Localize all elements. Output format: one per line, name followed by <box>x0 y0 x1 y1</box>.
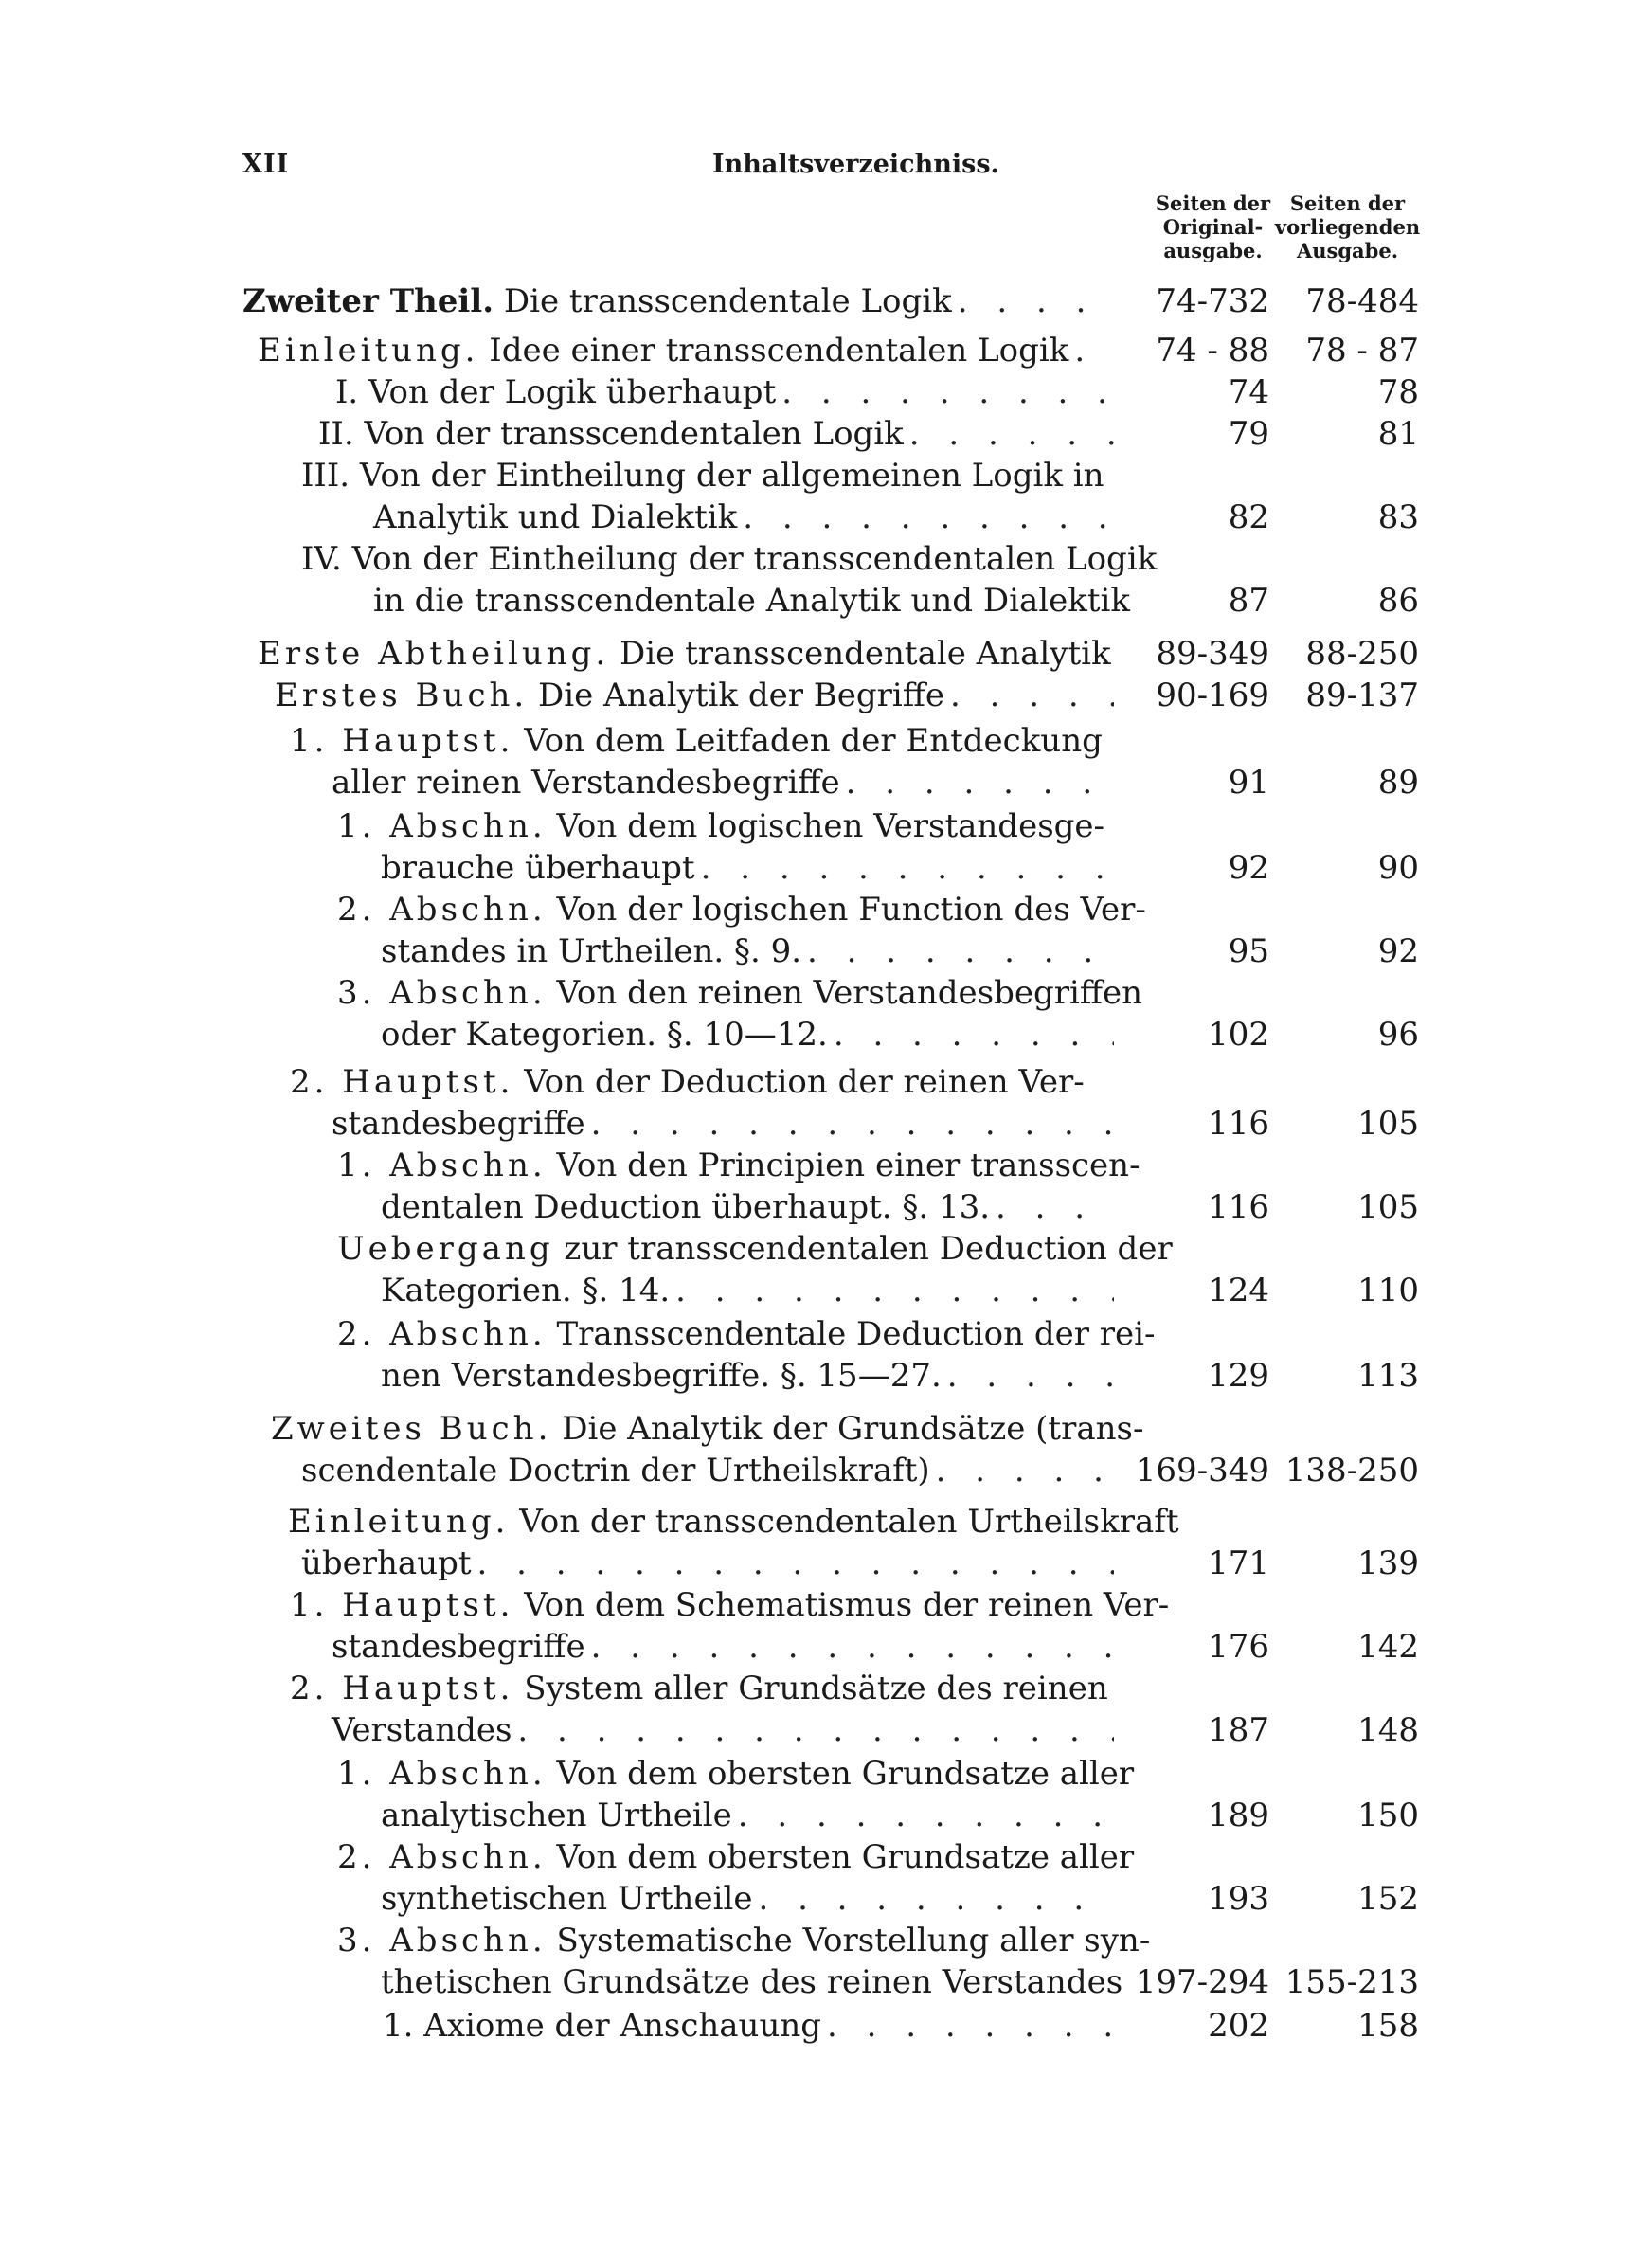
page-current: 105 <box>1357 1188 1419 1226</box>
entry-title-continued: brauche überhaupt <box>381 849 695 887</box>
entry-title-continued: standesbegriffe <box>332 1628 585 1666</box>
entry-prefix: 1. Hauptst. <box>290 722 514 760</box>
entry-prefix: 1. Abschn. <box>337 1755 547 1793</box>
page-current: 158 <box>1357 2007 1419 2045</box>
page-original: 116 <box>1208 1188 1269 1226</box>
entry-title: Von der transscendentalen Logik <box>353 415 904 453</box>
page-current: 148 <box>1357 1711 1419 1749</box>
page-original: 92 <box>1228 849 1269 887</box>
entry-title: Von der logischen Function des Ver- <box>546 891 1146 929</box>
page-original: 74 - 88 <box>1156 332 1269 370</box>
page-current: 81 <box>1377 415 1419 453</box>
entry-title: Von der Logik überhaupt <box>358 373 777 411</box>
page-original: 187 <box>1208 1711 1269 1749</box>
entry-prefix: 2. Hauptst. <box>290 1670 514 1707</box>
entry-title-continued: dentalen Deduction überhaupt. §. 13. <box>381 1188 991 1226</box>
page-original: 74-732 <box>1156 282 1269 320</box>
page-original: 197-294 <box>1135 1963 1269 2001</box>
entry-prefix: Einleitung. <box>258 332 479 370</box>
page-current: 155-213 <box>1284 1963 1419 2001</box>
page-current: 92 <box>1377 932 1419 970</box>
entry-prefix: 2. Abschn. <box>337 1838 547 1876</box>
page-current: 96 <box>1377 1016 1419 1054</box>
entry-prefix: Zweiter Theil. <box>242 282 494 320</box>
page-title: Inhaltsverzeichniss. <box>712 150 999 179</box>
entry-prefix: I. <box>335 373 359 411</box>
entry-title: Von der Deduction der reinen Ver- <box>513 1063 1085 1101</box>
page-original: 176 <box>1208 1628 1269 1666</box>
page-current: 78 <box>1377 373 1419 411</box>
entry-title-continued: in die transscendentale Analytik und Dialektik <box>373 582 1130 620</box>
page-original: 193 <box>1208 1880 1269 1918</box>
page-current: 78-484 <box>1305 282 1419 320</box>
entry-prefix: 2. Hauptst. <box>290 1063 514 1101</box>
page-original: 82 <box>1228 498 1269 536</box>
page-current: 113 <box>1357 1357 1419 1395</box>
entry-title: Von den reinen Verstandesbegriffen <box>546 974 1143 1012</box>
entry-prefix: 1. Abschn. <box>337 1147 547 1184</box>
page-original: 95 <box>1228 932 1269 970</box>
page-current: 110 <box>1357 1272 1419 1309</box>
entry-prefix: 3. Abschn. <box>337 1922 547 1959</box>
entry-title-continued: Verstandes <box>332 1711 512 1749</box>
entry-title-continued: scendentale Doctrin der Urtheilskraft) <box>301 1452 930 1490</box>
entry-title: Die Analytik der Grundsätze (trans- <box>551 1410 1144 1448</box>
entry-prefix: 1. Abschn. <box>337 807 547 845</box>
page-current: 138-250 <box>1284 1452 1419 1490</box>
page-original: 189 <box>1208 1797 1269 1834</box>
page-original: 129 <box>1208 1357 1269 1395</box>
page-current: 152 <box>1357 1880 1419 1918</box>
entry-title: Axiome der Anschauung <box>413 2007 822 2045</box>
entry-title: Die Analytik der Begriffe <box>528 677 945 714</box>
page-current: 142 <box>1357 1628 1419 1666</box>
entry-prefix: Einleitung. <box>288 1503 510 1541</box>
page-current: 150 <box>1357 1797 1419 1834</box>
page-original: 74 <box>1228 373 1269 411</box>
page-original: 124 <box>1208 1272 1269 1309</box>
page-current: 139 <box>1357 1544 1419 1582</box>
entry-title-continued: überhaupt <box>301 1544 472 1582</box>
entry-title: Idee einer transscendentalen Logik <box>478 332 1069 370</box>
entry-title: Die transscendentale Logik <box>494 282 952 320</box>
page-original: 171 <box>1208 1544 1269 1582</box>
page-current: 90 <box>1377 849 1419 887</box>
entry-title-continued: analytischen Urtheile <box>381 1797 732 1834</box>
page-original: 116 <box>1208 1105 1269 1143</box>
page-current: 86 <box>1377 582 1419 620</box>
entry-prefix: 2. Abschn. <box>337 891 547 929</box>
entry-title-continued: Analytik und Dialektik <box>373 498 738 536</box>
entry-title-continued: aller reinen Verstandesbegriffe <box>332 764 840 802</box>
entry-title: Von der Eintheilung der allgemeinen Logik in <box>350 457 1104 495</box>
entry-prefix: Uebergang <box>337 1230 554 1268</box>
entry-title: Von der transscendentalen Urtheilskraft <box>509 1503 1179 1541</box>
page-current: 78 - 87 <box>1305 332 1419 370</box>
entry-prefix: 3. Abschn. <box>337 974 547 1012</box>
entry-title: Von der Eintheilung der transscendentalen Logik <box>341 540 1158 578</box>
page-original: 202 <box>1208 2007 1269 2045</box>
page-original: 90-169 <box>1156 677 1269 714</box>
entry-title-continued: nen Verstandesbegriffe. §. 15—27. <box>381 1357 942 1395</box>
entry-title-continued: oder Kategorien. §. 10—12. <box>381 1016 828 1054</box>
entry-title-continued: Kategorien. §. 14. <box>381 1272 671 1309</box>
page-current: 83 <box>1377 498 1419 536</box>
page-current: 88-250 <box>1305 635 1419 673</box>
entry-prefix: Erste Abtheilung. <box>258 635 610 673</box>
page-original: 79 <box>1228 415 1269 453</box>
entry-prefix: 2. Abschn. <box>337 1315 547 1353</box>
page-original: 102 <box>1208 1016 1269 1054</box>
entry-title: Von dem Leitfaden der Entdeckung <box>513 722 1103 760</box>
entry-prefix: 1. Hauptst. <box>290 1586 514 1624</box>
entry-title: zur transscendentalen Deduction der <box>553 1230 1173 1268</box>
entry-prefix: 1. <box>383 2007 414 2045</box>
entry-title: Die transscendentale Analytik <box>609 635 1111 673</box>
entry-title: Von dem obersten Grundsatze aller <box>546 1755 1135 1793</box>
entry-title: Von dem logischen Verstandesge- <box>546 807 1105 845</box>
entry-title-continued: thetischen Grundsätze des reinen Verstandes <box>381 1963 1123 2001</box>
page-original: 91 <box>1228 764 1269 802</box>
entry-title: Systematische Vorstellung aller syn- <box>546 1922 1151 1959</box>
column-header-present-edition: Seiten der vorliegenden Ausgabe. <box>1274 191 1421 262</box>
entry-prefix: Zweites Buch. <box>271 1410 552 1448</box>
page-current: 89 <box>1377 764 1419 802</box>
entry-title: Von den Principien einer transscen- <box>546 1147 1140 1184</box>
entry-prefix: IV. <box>301 540 342 578</box>
column-header-original-edition: Seiten der Original- ausgabe. <box>1155 191 1271 262</box>
page-original: 87 <box>1228 582 1269 620</box>
entry-prefix: Erstes Buch. <box>275 677 529 714</box>
page-original: 169-349 <box>1135 1452 1269 1490</box>
entry-prefix: II. <box>318 415 354 453</box>
page-current: 105 <box>1357 1105 1419 1143</box>
entry-title: Von dem Schematismus der reinen Ver- <box>513 1586 1170 1624</box>
page-original: 89-349 <box>1156 635 1269 673</box>
entry-title-continued: standes in Urtheilen. §. 9. <box>381 932 802 970</box>
entry-prefix: III. <box>301 457 350 495</box>
page-current: 89-137 <box>1305 677 1419 714</box>
entry-title-continued: synthetischen Urtheile <box>381 1880 753 1918</box>
entry-title: Transscendentale Deduction der rei- <box>546 1315 1156 1353</box>
entry-title: System aller Grundsätze des reinen <box>513 1670 1108 1707</box>
page-number: XII <box>242 150 290 179</box>
entry-title-continued: standesbegriffe <box>332 1105 585 1143</box>
entry-title: Von dem obersten Grundsatze aller <box>546 1838 1135 1876</box>
